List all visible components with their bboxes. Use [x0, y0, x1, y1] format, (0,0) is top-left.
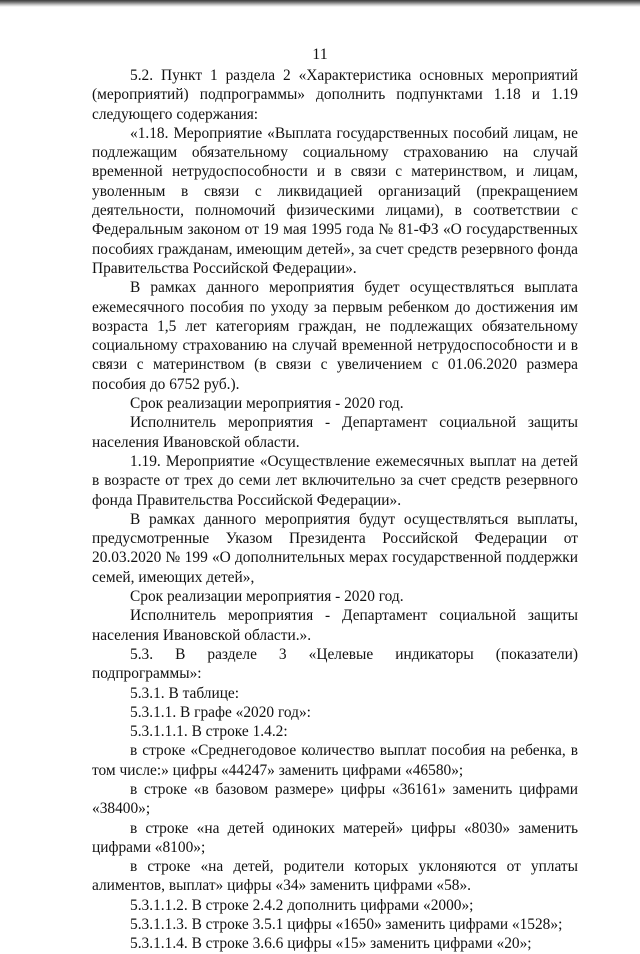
paragraph-5-3-1-1-1: 5.3.1.1.1. В строке 1.4.2:	[130, 723, 288, 741]
paragraph-row-single-mothers: в строке «на детей одиноких матерей» цифры «8030» заменить цифрами «8100»;	[92, 819, 578, 856]
scan-top-edge	[0, 0, 640, 7]
paragraph-1-19-term: Срок реализации мероприятия - 2020 год.	[130, 588, 404, 606]
paragraph-row-average-payments: в строке «Среднегодовое количество выплат пособия на ребенка, в том числе:» цифры «44247» заменить цифрами «46580»;	[92, 742, 578, 779]
paragraph-5-3-1-1-4: 5.3.1.1.4. В строке 3.6.6 цифры «15» заменить цифрами «20»;	[130, 935, 532, 953]
document-body	[92, 66, 578, 954]
paragraph-row-alimony: в строке «на детей, родители которых уклоняются от уплаты алиментов, выплат» цифры «34» заменить цифрами «58».	[92, 858, 578, 895]
paragraph-row-base-size: в строке «в базовом размере» цифры «36161» заменить цифрами «38400»;	[92, 780, 578, 818]
paragraph-5-3-1-1-2: 5.3.1.1.2. В строке 2.4.2 дополнить цифрами «2000»;	[130, 896, 474, 914]
paragraph-5-3: 5.3. В разделе 3 «Целевые индикаторы (показатели) подпрограммы»:	[92, 645, 578, 683]
paragraph-1-19: 1.19. Мероприятие «Осуществление ежемесячных выплат на детей в возрасте от трех до семи лет включительно за счет средств резервного фонда Правительства Российской Федерации».	[92, 452, 578, 509]
paragraph-5-3-1: 5.3.1. В таблице:	[130, 684, 240, 702]
paragraph-5-3-1-1: 5.3.1.1. В графе «2020 год»:	[130, 703, 311, 721]
paragraph-1-19-executor: Исполнитель мероприятия - Департамент социальной защиты населения Ивановской области.».	[92, 607, 578, 644]
paragraph-1-18-executor: Исполнитель мероприятия - Департамент социальной защиты населения Ивановской области.	[92, 414, 578, 451]
paragraph-1-18: «1.18. Мероприятие «Выплата государственных пособий лицам, не подлежащим обязательному социальному страхованию на случай временной нетрудоспособности и в связи с материнством, и лицам, уволенным в связи с ликвидацией организаций (прекращением деятельности, полномочий физическими лицами), в соответствии с Федеральным законом от 19 мая 1995 года № 81-ФЗ «О государственных пособиях гражданам, имеющим детей», за счет средств резервного фонда Правительства Российской Федерации».	[92, 124, 578, 277]
paragraph-1-19-description: В рамках данного мероприятия будут осуществляться выплаты, предусмотренные Указом Президента Российской Федерации от 20.03.2020 № 199 «О дополнительных мерах государственной поддержки семей, имеющих детей»,	[92, 510, 578, 586]
paragraph-5-2: 5.2. Пункт 1 раздела 2 «Характеристика основных мероприятий (мероприятий) подпрограммы» дополнить подпунктами 1.18 и 1.19 следующего содержания:	[92, 67, 578, 123]
paragraph-1-18-description: В рамках данного мероприятия будет осуществляться выплата ежемесячного пособия по уходу за первым ребенком до достижения им возраста 1,5 лет категориям граждан, не подлежащих обязательному социальному страхованию на случай временной нетрудоспособности и в связи с материнством (в связи с увеличением с 01.06.2020 размера пособия до 6752 руб.).	[92, 279, 578, 393]
paragraph-5-3-1-1-3: 5.3.1.1.3. В строке 3.5.1 цифры «1650» заменить цифрами «1528»;	[130, 916, 563, 934]
page-number: 11	[312, 46, 328, 63]
paragraph-1-18-term: Срок реализации мероприятия - 2020 год.	[130, 395, 404, 413]
